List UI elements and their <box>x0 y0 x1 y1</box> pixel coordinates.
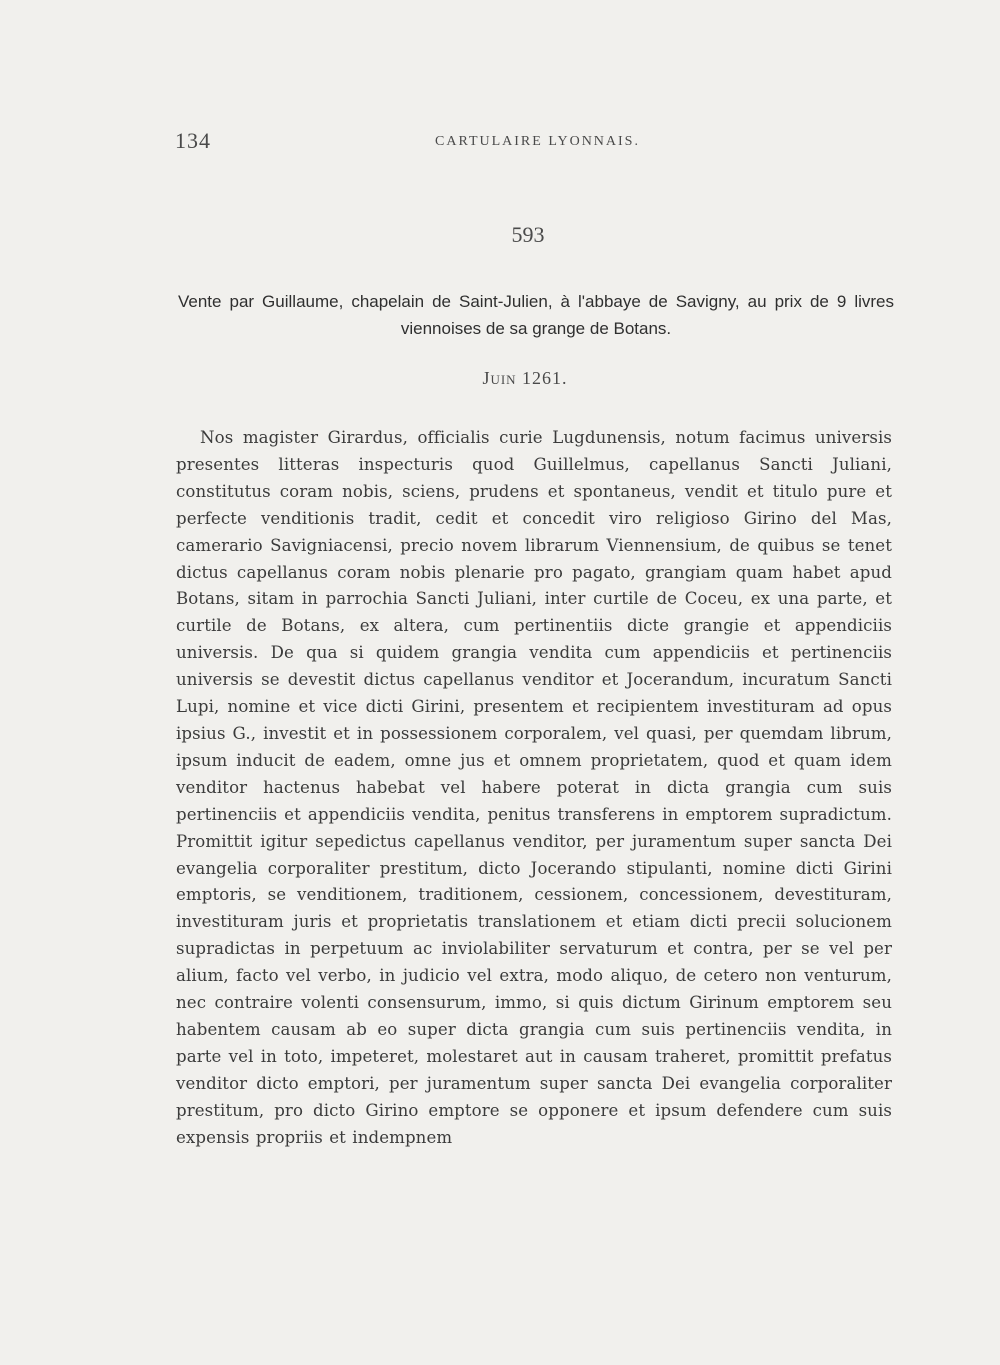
running-head <box>175 128 885 158</box>
charter-date: Juin 1261. <box>482 368 568 388</box>
charter-number: 593 <box>511 222 545 247</box>
charter-summary: Vente par Guillaume, chapelain de Saint-Julien, à l'abbaye de Savigny, au prix de 9 livres viennoises de sa grange de Botans. <box>178 292 894 338</box>
page-number: 134 <box>175 128 211 153</box>
charter-text: Nos magister Girardus, officialis curie Lugdunensis, notum facimus universis presentes litteras inspecturis quod Guillelmus, capellanus Sancti Juliani, constitutus coram nobis, sciens, prudens et spontaneus, vendit et titulo pure et perfecte venditionis tradit, cedit et concedit viro religioso Girino del Mas, camerario Savigniacensi, precio novem librarum Viennensium, de quibus se tenet dictus capellanus coram nobis plenarie pro pagato, grangiam quam habet apud Botans, sitam in parrochia Sancti Juliani, inter curtile de Coceu, ex una parte, et curtile de Botans, ex altera, cum pertinentiis dicte grangie et appendiciis universis. De qua si quidem grangia vendita cum appendiciis et pertinenciis universis se devestit dictus capellanus venditor et Jocerandum, incuratum Sancti Lupi, nomine et vice dicti Girini, presentem et recipientem investituram ad opus ipsius G., investit et in possessionem corporalem, vel quasi, per quemdam librum, ipsum inducit de eadem, omne jus et omnem proprietatem, quod et quam idem venditor hactenus habebat vel habere poterat in dicta grangia cum suis pertinenciis et appendiciis vendita, penitus transferens in emptorem supradictum. Promittit igitur sepedictus capellanus venditor, per juramentum super sancta Dei evangelia corporaliter prestitum, dicto Jocerando stipulanti, nomine dicti Girini emptoris, se venditionem, traditionem, cessionem, concessionem, devestituram, investituram juris et proprietatis translationem et etiam dicti precii solucionem supradictas in perpetuum ac inviolabiliter servaturum et contra, per se vel per alium, facto vel verbo, in judicio vel extra, modo aliquo, de cetero non venturum, nec contraire volenti consensurum, immo, si quis dictum Girinum emptorem seu habentem causam ab eo super dicta grangia cum suis pertinenciis vendita, in parte vel in toto, impeteret, molestaret aut in causam traheret, promittit prefatus venditor dicto emptori, per juramentum super sancta Dei evangelia corporaliter prestitum, pro dicto Girino emptore se opponere et ipsum defendere cum suis expensis propriis et indempnem <box>176 428 892 1147</box>
running-title: CARTULAIRE LYONNAIS. <box>435 134 640 149</box>
